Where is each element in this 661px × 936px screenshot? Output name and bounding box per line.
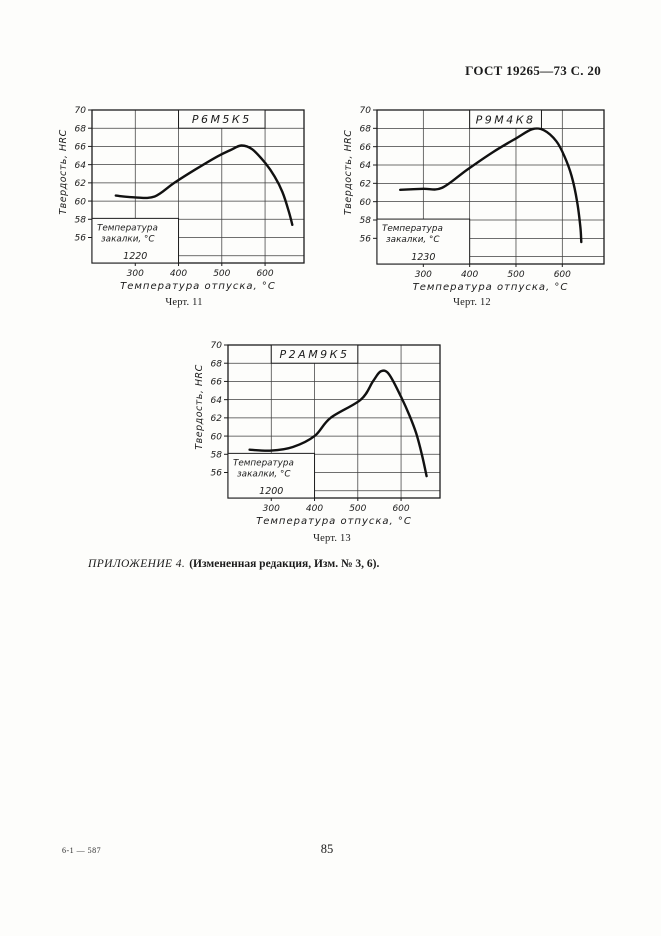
quench-annotation <box>228 453 315 498</box>
svg-text:Р6М5К5: Р6М5К5 <box>191 113 252 127</box>
svg-text:64: 64 <box>210 395 222 406</box>
chart-figure-11 <box>56 96 322 303</box>
svg-text:закалки, °С: закалки, °С <box>386 235 440 246</box>
svg-text:Температура: Температура <box>382 224 443 235</box>
y-axis-labels <box>211 341 228 479</box>
appendix-label: ПРИЛОЖЕНИЕ 4. <box>88 558 186 570</box>
svg-text:58: 58 <box>210 450 222 461</box>
svg-text:66: 66 <box>74 142 86 153</box>
hardness-vs-tempering-chart <box>56 96 322 298</box>
svg-text:68: 68 <box>359 124 371 135</box>
svg-text:600: 600 <box>392 504 410 514</box>
figure-12-caption: Черт. 12 <box>453 297 491 308</box>
svg-text:66: 66 <box>210 377 222 388</box>
appendix-note-line <box>88 558 568 570</box>
svg-text:56: 56 <box>359 234 371 245</box>
appendix-revision-note: (Измененная редакция, Изм. № 3, 6). <box>189 558 380 570</box>
svg-text:Р9М4К8: Р9М4К8 <box>475 113 536 127</box>
svg-text:56: 56 <box>210 468 222 479</box>
svg-text:68: 68 <box>74 124 86 135</box>
svg-text:70: 70 <box>359 106 371 117</box>
y-axis-title: Твердость, HRC <box>194 364 205 450</box>
svg-text:58: 58 <box>359 216 371 227</box>
hardness-vs-tempering-chart <box>341 96 621 298</box>
chart-figure-12 <box>341 96 621 303</box>
page-header: ГОСТ 19265—73 С. 20 <box>465 63 601 78</box>
x-axis-title: Температура отпуска, °С <box>412 282 569 293</box>
svg-text:400: 400 <box>461 270 479 280</box>
y-axis-title: Твердость, HRC <box>58 129 69 215</box>
chart-title <box>179 110 266 128</box>
y-axis-title: Твердость, HRC <box>343 129 354 216</box>
svg-text:1220: 1220 <box>123 251 148 262</box>
chart-figure-13 <box>192 331 458 542</box>
x-axis-labels <box>127 263 274 279</box>
page-number: 85 <box>320 842 334 856</box>
y-axis-labels <box>360 106 377 244</box>
svg-text:300: 300 <box>126 269 144 279</box>
svg-text:Температура: Температура <box>233 458 294 469</box>
svg-text:62: 62 <box>74 179 86 190</box>
svg-text:70: 70 <box>210 341 222 352</box>
svg-text:300: 300 <box>262 504 280 514</box>
hardness-vs-tempering-chart <box>192 331 458 537</box>
svg-text:Р2АМ9К5: Р2АМ9К5 <box>279 348 350 362</box>
hardness-curve <box>116 145 292 224</box>
y-axis-labels <box>75 106 92 244</box>
quench-annotation <box>92 218 179 263</box>
svg-text:66: 66 <box>359 142 371 153</box>
svg-text:закалки, °С: закалки, °С <box>237 469 291 480</box>
svg-text:400: 400 <box>305 504 324 514</box>
svg-text:400: 400 <box>169 269 188 279</box>
svg-text:56: 56 <box>74 233 86 244</box>
figure-11-caption: Черт. 11 <box>165 297 203 308</box>
svg-text:600: 600 <box>553 270 571 280</box>
chart-title <box>470 110 542 128</box>
figure-13-caption: Черт. 13 <box>313 533 351 544</box>
x-axis-labels <box>415 264 571 280</box>
svg-text:Температура: Температура <box>97 223 158 234</box>
svg-text:600: 600 <box>256 269 274 279</box>
x-axis-title: Температура отпуска, °С <box>256 516 412 527</box>
x-axis-labels <box>263 498 410 514</box>
svg-text:70: 70 <box>74 106 86 117</box>
svg-text:58: 58 <box>74 215 86 226</box>
svg-text:64: 64 <box>359 161 371 172</box>
svg-text:1230: 1230 <box>411 252 436 263</box>
svg-text:закалки, °С: закалки, °С <box>101 234 155 245</box>
svg-text:60: 60 <box>74 197 86 208</box>
svg-text:500: 500 <box>507 270 525 280</box>
svg-text:60: 60 <box>210 432 222 443</box>
svg-text:500: 500 <box>213 269 231 279</box>
svg-text:300: 300 <box>414 270 432 280</box>
svg-text:64: 64 <box>74 160 86 171</box>
svg-text:500: 500 <box>349 504 367 514</box>
print-order-number: 6-1 — 587 <box>62 846 102 855</box>
chart-title <box>271 345 358 363</box>
svg-text:62: 62 <box>210 414 222 425</box>
svg-text:68: 68 <box>210 359 222 370</box>
x-axis-title: Температура отпуска, °С <box>120 281 276 292</box>
svg-text:62: 62 <box>359 179 371 190</box>
svg-text:60: 60 <box>359 197 371 208</box>
svg-text:1200: 1200 <box>259 486 284 497</box>
quench-annotation <box>377 219 470 264</box>
